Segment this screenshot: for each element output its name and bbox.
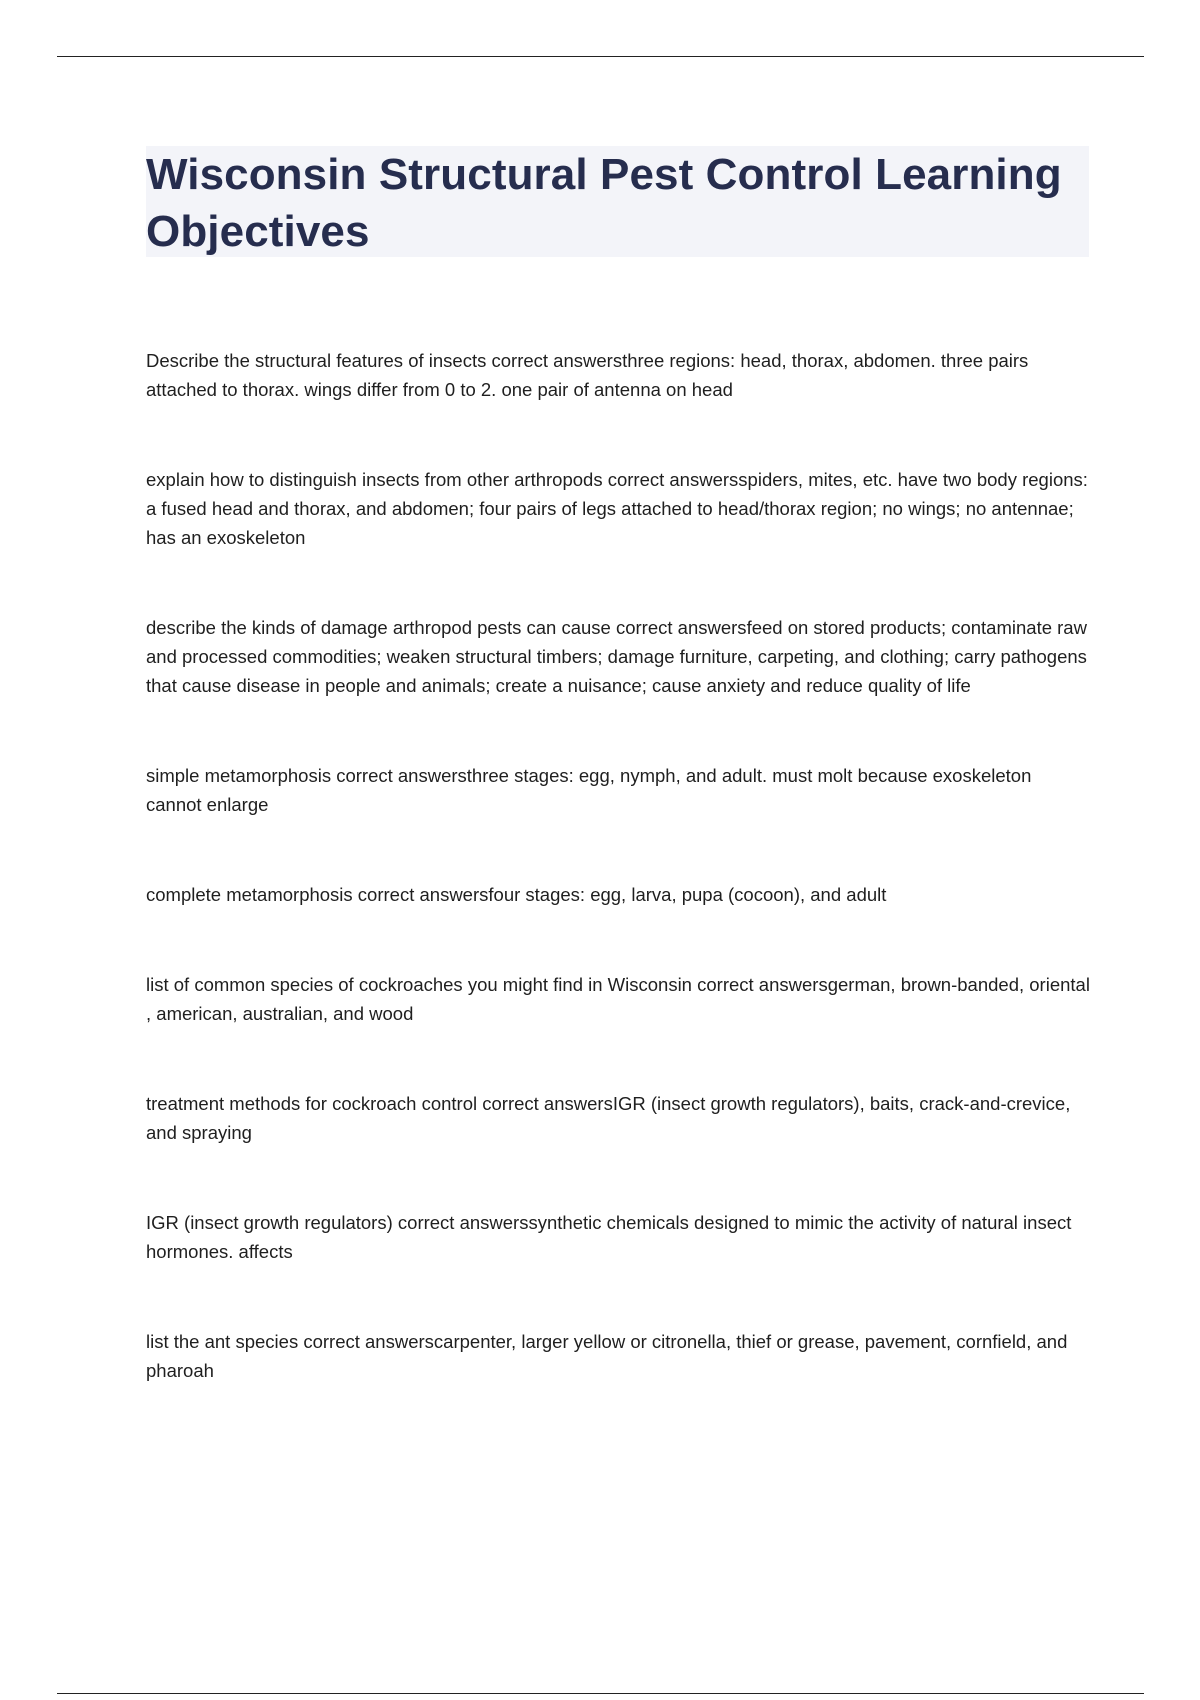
qa-separator: correct answers [392,1212,529,1233]
qa-question: Describe the structural features of insects [146,350,487,371]
qa-separator: correct answers [610,617,747,638]
qa-item [146,880,1091,909]
qa-separator: correct answers [331,765,467,786]
document-title: Wisconsin Structural Pest Control Learning Objectives [146,150,1062,256]
qa-item [146,1089,1091,1147]
qa-separator: correct answers [352,884,489,905]
qa-question: simple metamorphosis [146,765,332,786]
qa-item [146,613,1091,700]
qa-answer: spiders, mites, etc. have two body regions: a fused head and thorax, and abdomen; four pairs of legs attached to head/thorax region; no wings; no antennae; has an exoskeleton [146,469,1088,548]
qa-answer: feed on stored products; contaminate raw and processed commodities; weaken structural timbers; damage furniture, carpeting, and clothing; carry pathogens that cause disease in people and animals; create a nuisance; cause anxiety and reduce quality of life [146,617,1087,696]
qa-list [146,346,1091,1385]
qa-question: treatment methods for cockroach control [146,1093,478,1114]
qa-question: IGR (insect growth regulators) [146,1212,393,1233]
qa-answer: three stages: egg, nymph, and adult. must molt because exoskeleton cannot enlarge [146,765,1032,815]
qa-separator: correct answers [486,350,623,371]
qa-item [146,761,1091,819]
qa-question: list the ant species [146,1331,299,1352]
qa-separator: correct answers [298,1331,434,1352]
qa-item [146,465,1091,552]
qa-answer: carpenter, larger yellow or citronella, thief or grease, pavement, cornfield, and pharoah [146,1331,1068,1381]
qa-question: describe the kinds of damage arthropod pests can cause [146,617,611,638]
qa-separator: correct answers [477,1093,613,1114]
qa-answer: german, brown-banded, oriental , american, australian, and wood [146,974,1090,1024]
qa-item [146,346,1091,404]
qa-separator: correct answers [602,469,739,490]
title-block [146,146,1089,257]
qa-item [146,970,1091,1028]
qa-question: list of common species of cockroaches you might find in Wisconsin [146,974,692,995]
qa-answer: IGR (insect growth regulators), baits, crack-and-crevice, and spraying [146,1093,1071,1143]
qa-separator: correct answers [691,974,828,995]
qa-question: explain how to distinguish insects from other arthropods [146,469,603,490]
bottom-divider [57,1693,1144,1694]
qa-item [146,1327,1091,1385]
qa-answer: three regions: head, thorax, abdomen. three pairs attached to thorax. wings differ from 0 to 2. one pair of antenna on head [146,350,1029,400]
qa-item [146,1208,1091,1266]
qa-answer: four stages: egg, larva, pupa (cocoon), and adult [488,884,887,905]
qa-answer: synthetic chemicals designed to mimic the activity of natural insect hormones. affects [146,1212,1072,1262]
top-divider [57,56,1144,57]
qa-question: complete metamorphosis [146,884,353,905]
